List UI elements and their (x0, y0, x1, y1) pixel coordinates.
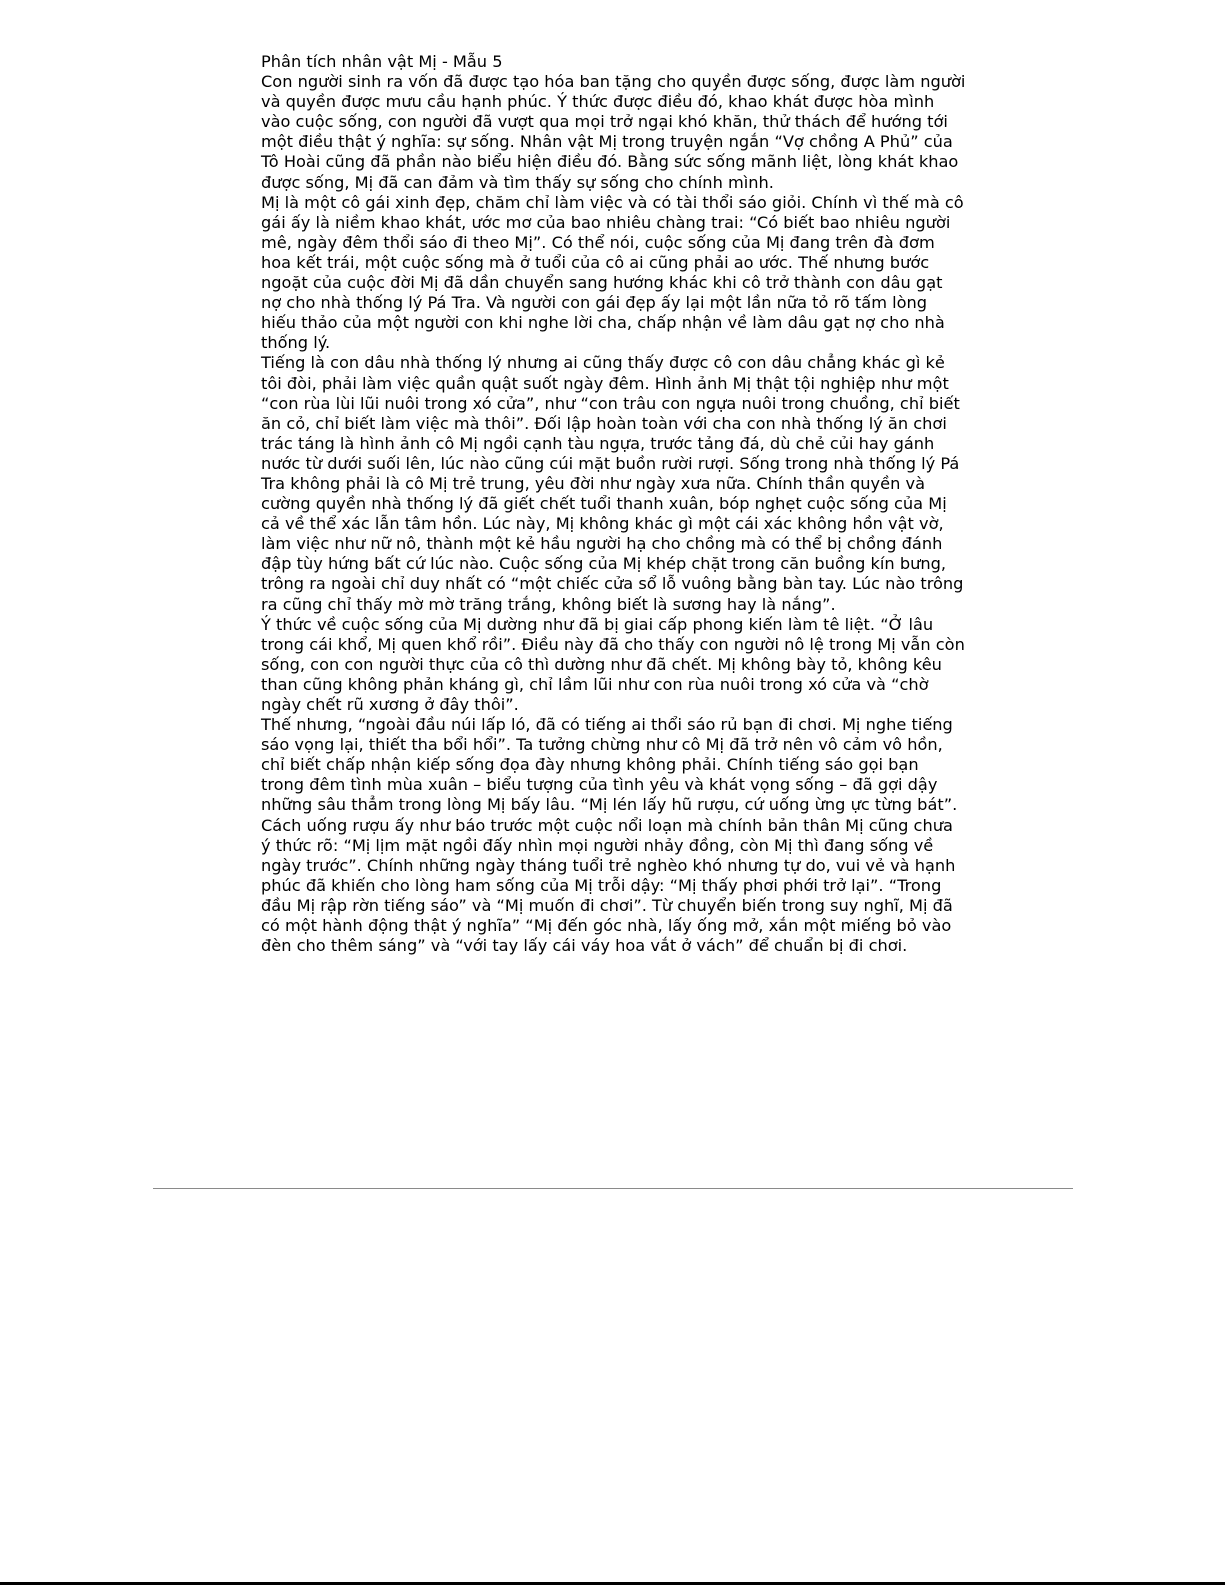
paragraph: Ý thức về cuộc sống của Mị dường như đã bị giai cấp phong kiến làm tê liệt. “Ở lâu trong cái khổ, Mị quen khổ rồi”. Điều này đã cho thấy con người nô lệ trong Mị vẫn còn sống, con con người thực của cô thì dường như đã chết. Mị không bày tỏ, không kêu than cũng không phản kháng gì, chỉ lầm lũi như con rùa nuôi trong xó cửa và “chờ ngày chết rũ xương ở đây thôi”. (261, 614, 965, 714)
document-title: Phân tích nhân vật Mị - Mẫu 5 (261, 52, 503, 71)
paragraph: Con người sinh ra vốn đã được tạo hóa ban tặng cho quyền được sống, được làm người và quyền được mưu cầu hạnh phúc. Ý thức được điều đó, khao khát được hòa mình vào cuộc sống, con người đã vượt qua mọi trở ngại khó khăn, thử thách để hướng tới một điều thật ý nghĩa: sự sống. Nhân vật Mị trong truyện ngắn “Vợ chồng A Phủ” của Tô Hoài cũng đã phần nào biểu hiện điều đó. Bằng sức sống mãnh liệt, lòng khát khao được sống, Mị đã can đảm và tìm thấy sự sống cho chính mình. (261, 72, 966, 192)
document-body (261, 52, 966, 956)
paragraph: Thế nhưng, “ngoài đầu núi lấp ló, đã có tiếng ai thổi sáo rủ bạn đi chơi. Mị nghe tiếng sáo vọng lại, thiết tha bổi hổi”. Ta tưởng chừng như cô Mị đã trở nên vô cảm vô hồn, chỉ biết chấp nhận kiếp sống đọa đày nhưng không phải. Chính tiếng sáo gọi bạn trong đêm tình mùa xuân – biểu tượng của tình yêu và khát vọng sống – đã gợi dậy những sâu thẳm trong lòng Mị bấy lâu. “Mị lén lấy hũ rượu, cứ uống ừng ực từng bát”. Cách uống rượu ấy như báo trước một cuộc nổi loạn mà chính bản thân Mị cũng chưa ý thức rõ: “Mị lịm mặt ngồi đấy nhìn mọi người nhảy đồng, còn Mị thì đang sống về ngày trước”. Chính những ngày tháng tuổi trẻ nghèo khó nhưng tự do, vui vẻ và hạnh phúc đã khiến cho lòng ham sống của Mị trỗi dậy: “Mị thấy phơi phới trở lại”. “Trong đầu Mị rập rờn tiếng sáo” và “Mị muốn đi chơi”. Từ chuyển biến trong suy nghĩ, Mị đã có một hành động thật ý nghĩa” “Mị đến góc nhà, lấy ống mở, xắn một miếng bỏ vào đèn cho thêm sáng” và “với tay lấy cái váy hoa vắt ở vách” để chuẩn bị đi chơi. (261, 715, 958, 956)
page-divider (153, 1188, 1073, 1189)
paragraph: Tiếng là con dâu nhà thống lý nhưng ai cũng thấy được cô con dâu chẳng khác gì kẻ tôi đòi, phải làm việc quần quật suốt ngày đêm. Hình ảnh Mị thật tội nghiệp như một “con rùa lùi lũi nuôi trong xó cửa”, như “con trâu con ngựa nuôi trong chuồng, chỉ biết ăn cỏ, chỉ biết làm việc mà thôi”. Đối lập hoàn toàn với cha con nhà thống lý ăn chơi trác táng là hình ảnh cô Mị ngồi cạnh tàu ngựa, trước tảng đá, dù chẻ củi hay gánh nước từ dưới suối lên, lúc nào cũng cúi mặt buồn rười rượi. Sống trong nhà thống lý Pá Tra không phải là cô Mị trẻ trung, yêu đời như ngày xưa nữa. Chính thần quyền và cường quyền nhà thống lý đã giết chết tuổi thanh xuân, bóp nghẹt cuộc sống của Mị cả về thể xác lẫn tâm hồn. Lúc này, Mị không khác gì một cái xác không hồn vật vờ, làm việc như nữ nô, thành một kẻ hầu người hạ cho chồng mà có thể bị chồng đánh đập tùy hứng bất cứ lúc nào. Cuộc sống của Mị khép chặt trong căn buồng kín bưng, trông ra ngoài chỉ duy nhất có “một chiếc cửa sổ lỗ vuông bằng bàn tay. Lúc nào trông ra cũng chỉ thấy mờ mờ trăng trắng, không biết là sương hay là nắng”. (261, 353, 964, 614)
paragraph: Mị là một cô gái xinh đẹp, chăm chỉ làm việc và có tài thổi sáo giỏi. Chính vì thế mà cô gái ấy là niềm khao khát, ước mơ của bao nhiêu chàng trai: “Có biết bao nhiêu người mê, ngày đêm thổi sáo đi theo Mị”. Có thể nói, cuộc sống của Mị đang trên đà đơm hoa kết trái, một cuộc sống mà ở tuổi của cô ai cũng phải ao ước. Thế nhưng bước ngoặt của cuộc đời Mị đã dần chuyển sang hướng khác khi cô trở thành con dâu gạt nợ cho nhà thống lý Pá Tra. Và người con gái đẹp ấy lại một lần nữa tỏ rõ tấm lòng hiếu thảo của một người con khi nghe lời cha, chấp nhận về làm dâu gạt nợ cho nhà thống lý. (261, 192, 964, 353)
